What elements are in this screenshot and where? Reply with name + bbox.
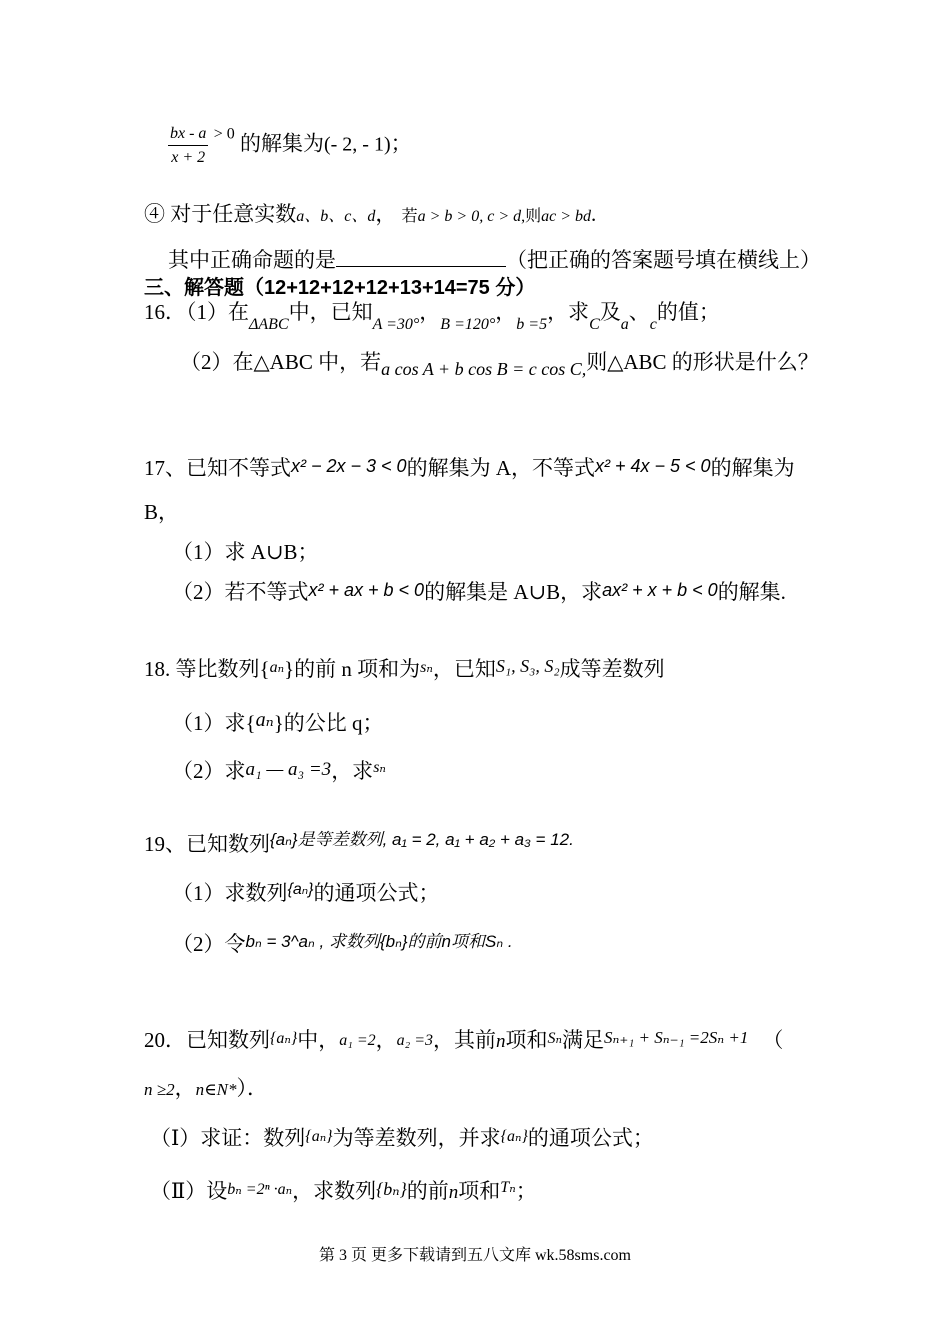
q20-recurrence: Sₙ₊₁ + Sₙ₋₁ =2Sₙ +1: [603, 1028, 749, 1047]
q20-sn: Sₙ: [547, 1030, 562, 1047]
q18-text: ，已知: [432, 657, 496, 681]
q16-side-c: c: [649, 316, 657, 333]
question-17-line-2: B，: [144, 500, 180, 524]
q20-text: 项和: [505, 1028, 548, 1052]
fraction-expression: [168, 124, 208, 167]
q18-sn: sₙ: [420, 659, 433, 676]
q16-text: 、: [628, 300, 650, 324]
q20-part2-text: （Ⅱ）设: [150, 1179, 228, 1203]
statement-4-vars: a、b、c、d: [296, 208, 376, 225]
q18-text: }的前 n 项和为: [284, 657, 421, 681]
q18-part1-text: }的公比 q；: [273, 711, 384, 735]
fill-blank-prompt: 其中正确命题的是: [168, 248, 336, 272]
q16-text: 的值；: [656, 300, 720, 324]
q20-part2-text: 项和: [458, 1179, 501, 1203]
q20-text: 20．已知数列: [144, 1028, 270, 1052]
q16-sep: ，: [419, 300, 441, 324]
question-18-line-1: [144, 656, 665, 682]
q16-sep: ，: [495, 300, 517, 324]
question-19-line-1: [144, 830, 574, 857]
q17-inequality-2: x² + 4x − 5 < 0: [595, 456, 711, 476]
q19-part2-expression: bₙ = 3^aₙ , 求数列{bₙ}的前n项和Sₙ .: [245, 932, 513, 951]
q19-part1-an: {aₙ}: [287, 881, 314, 898]
q20-text: 满足: [561, 1028, 604, 1052]
question-20-line-1: [144, 1028, 783, 1054]
q20-condition-n: n ≥2: [144, 1080, 175, 1099]
q16-c-angle: C: [589, 316, 600, 333]
question-17-part-2: [172, 580, 786, 605]
q17-text: 17、已知不等式: [144, 456, 291, 480]
q16-angle-b: B =120°: [440, 316, 496, 333]
question-20-part-1: [150, 1126, 654, 1151]
question-18-part-2: [172, 758, 386, 784]
q20-text: ，其前: [433, 1028, 496, 1052]
q16-side-b: b =5: [516, 316, 548, 333]
question-17-line-1: [144, 456, 795, 481]
q18-part2-text: （2）求: [172, 759, 246, 783]
fraction-inequality-line: [168, 124, 412, 167]
statement-4-if: 若: [401, 208, 418, 225]
answer-blank[interactable]: [336, 248, 506, 267]
q20-part2-n: n: [448, 1182, 459, 1203]
q18-sequence: S₁, S₃, S₂: [495, 656, 560, 676]
question-19-part-1: [172, 880, 439, 906]
q18-part2-text: ，求: [331, 759, 374, 783]
q17-text: 的解集为 A，不等式: [406, 456, 595, 480]
q20-part1-text: （Ⅰ）求证：数列: [150, 1126, 306, 1150]
statement-4-then: ,则: [521, 208, 542, 225]
statement-4: [144, 202, 596, 227]
q16-text: 中，已知: [288, 300, 373, 324]
q17-part2-text: （2）若不等式: [172, 580, 309, 604]
q16-text: ，求: [547, 300, 590, 324]
q20-part2-bn-set: {bₙ}: [376, 1179, 407, 1199]
q17-text: 的解集为: [710, 456, 795, 480]
line-end: ；: [390, 131, 412, 156]
q16-part2-question: 则△ABC 的形状是什么？: [586, 350, 819, 374]
q20-n: n: [496, 1031, 506, 1052]
q20-part2-bn: bₙ =2ⁿ ·aₙ: [227, 1181, 293, 1198]
q20-part1-an-2: {aₙ}: [500, 1128, 528, 1145]
q17-part2-text: 的解集是 A∪B，求: [424, 580, 603, 604]
q19-part1-text: 的通项公式；: [313, 881, 440, 905]
page-footer: 第 3 页 更多下载请到五八文库 wk.58sms.com: [318, 1247, 631, 1264]
q18-text: 18. 等比数列{: [144, 657, 270, 681]
q20-a1: a₁ =2: [339, 1032, 376, 1049]
q16-side-a: a: [620, 316, 629, 333]
fill-blank-instruction: （把正确的答案题号填在横线上）: [506, 248, 821, 272]
q20-part1-text: 的通项公式；: [527, 1126, 654, 1150]
question-16-line-2: [180, 350, 819, 381]
question-20-line-2: [144, 1076, 268, 1101]
q20-part2-text: ，求数列: [292, 1179, 377, 1203]
q18-part1-an: aₙ: [255, 709, 274, 731]
statement-4-label: ④ 对于任意实数: [144, 202, 297, 226]
q18-part2-expression: a₁ — a₃ =3: [245, 759, 332, 780]
q18-an: aₙ: [269, 659, 285, 676]
q20-part2-tn: Tₙ: [500, 1179, 516, 1196]
q17-part2-text: 的解集.: [717, 580, 786, 604]
q17-part2-inequality-2: ax² + x + b < 0: [602, 580, 718, 600]
q18-part2-sn: sₙ: [373, 759, 386, 776]
statement-4-conclusion: ac > bd: [541, 208, 592, 225]
q20-text: ，: [375, 1028, 397, 1052]
q20-part1-text: 为等差数列，并求: [332, 1126, 501, 1150]
q19-part1-text: （1）求数列: [172, 881, 288, 905]
question-17-part-1: （1）求 A∪B；: [172, 540, 319, 564]
q17-part2-inequality: x² + ax + b < 0: [308, 580, 425, 600]
q20-text: ，: [174, 1076, 196, 1100]
q20-a2: a₂ =3: [396, 1032, 433, 1049]
q20-text: ）．: [236, 1076, 269, 1100]
statement-4-condition: a > b > 0, c > d: [417, 208, 522, 225]
q16-triangle: ΔABC: [249, 316, 289, 333]
statement-4-end: .: [591, 202, 597, 226]
q19-condition: {aₙ}是等差数列, a₁ = 2, a₁ + a₂ + a₃ = 12.: [270, 830, 574, 849]
q20-text: （: [762, 1028, 784, 1052]
q18-part1-text: （1）求{: [172, 711, 256, 735]
q16-text: 及: [599, 300, 621, 324]
fill-blank-line: [168, 248, 821, 273]
solution-interval: (- 2, - 1): [323, 133, 391, 156]
q20-part2-text: ；: [515, 1179, 537, 1203]
q17-inequality-1: x² − 2x − 3 < 0: [291, 456, 407, 476]
q19-text: 19、已知数列: [144, 832, 270, 856]
question-19-part-2: [172, 932, 513, 957]
fraction-numerator: bx - a: [168, 124, 208, 146]
q20-part2-text: 的前: [406, 1179, 449, 1203]
question-16-line-1: [144, 300, 720, 334]
section-heading: 三、解答题（12+12+12+12+13+14=75 分）: [144, 277, 536, 299]
q18-text: 成等差数列: [559, 657, 665, 681]
question-20-part-2: [150, 1178, 537, 1205]
q20-condition-set: n∈N*: [195, 1080, 237, 1099]
statement-4-comma: ，: [375, 202, 397, 226]
fraction-denominator: x + 2: [171, 149, 206, 167]
q16-part2-text: （2）在△ABC 中，若: [180, 350, 382, 374]
q16-part2-equation: a cos A + b cos B = c cos C,: [381, 359, 587, 379]
q19-part2-text: （2）令: [172, 932, 246, 956]
q16-angle-a: A =30°: [372, 316, 420, 333]
q20-part1-an: {aₙ}: [305, 1128, 333, 1145]
q20-text: 中，: [297, 1028, 340, 1052]
q20-an: {aₙ}: [270, 1030, 298, 1047]
inequality-relation: > 0: [213, 125, 235, 143]
q16-number: 16．（1）在: [144, 300, 249, 324]
question-18-part-1: [172, 708, 384, 736]
solution-set-text: 的解集为: [239, 131, 324, 156]
